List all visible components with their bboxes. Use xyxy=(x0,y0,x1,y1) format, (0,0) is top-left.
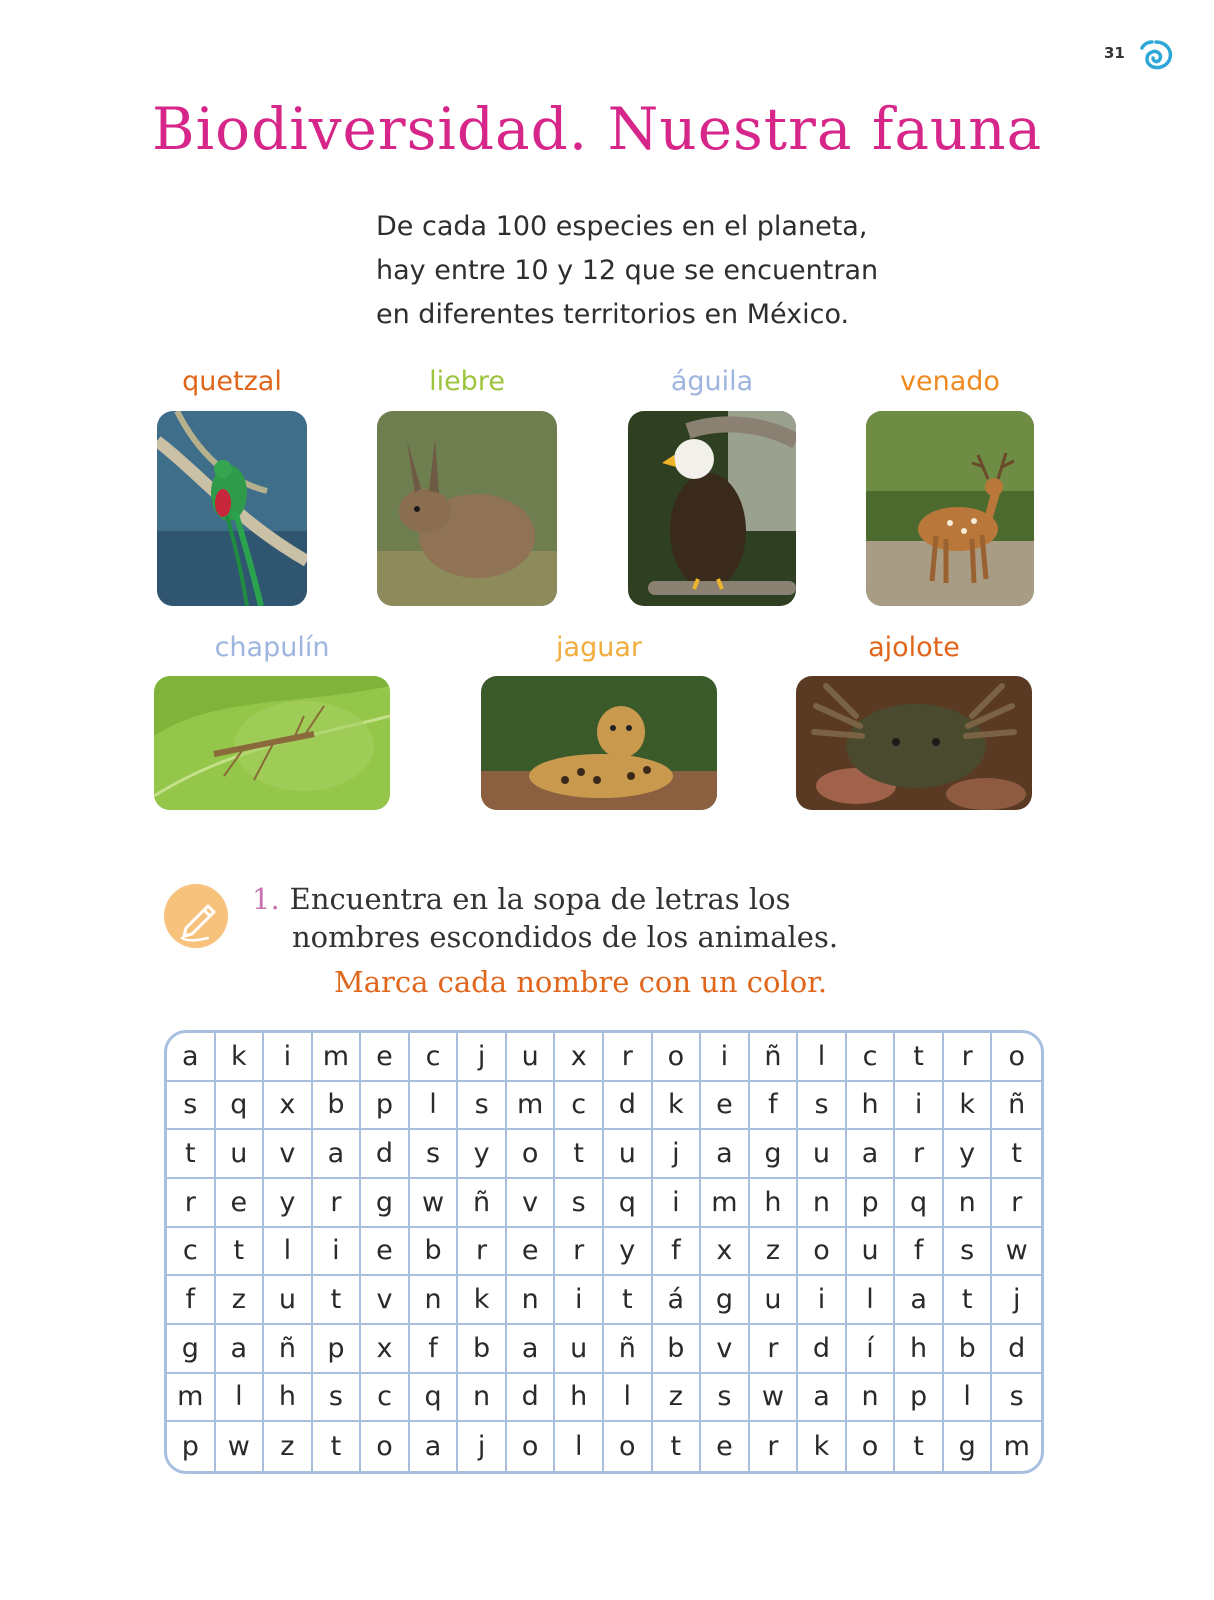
jaguar-photo xyxy=(481,676,717,810)
letter-cell[interactable]: b xyxy=(944,1325,993,1374)
letter-cell[interactable]: u xyxy=(750,1276,799,1325)
letter-cell[interactable]: r xyxy=(604,1033,653,1082)
letter-cell[interactable]: h xyxy=(750,1179,799,1228)
letter-cell[interactable]: c xyxy=(410,1033,459,1082)
letter-cell[interactable]: k xyxy=(798,1422,847,1471)
letter-cell[interactable]: l xyxy=(216,1374,265,1423)
letter-cell[interactable]: t xyxy=(604,1276,653,1325)
letter-cell[interactable]: q xyxy=(216,1082,265,1131)
letter-cell[interactable]: d xyxy=(361,1130,410,1179)
letter-cell[interactable]: o xyxy=(604,1422,653,1471)
letter-cell[interactable]: n xyxy=(944,1179,993,1228)
letter-cell[interactable]: z xyxy=(264,1422,313,1471)
quetzal-photo xyxy=(157,411,307,606)
page-title: Biodiversidad. Nuestra fauna xyxy=(152,95,1043,163)
letter-cell[interactable]: r xyxy=(458,1228,507,1277)
letter-cell[interactable]: h xyxy=(847,1082,896,1131)
letter-cell[interactable]: s xyxy=(313,1374,362,1423)
letter-cell[interactable]: k xyxy=(216,1033,265,1082)
letter-cell[interactable]: s xyxy=(458,1082,507,1131)
letter-cell[interactable]: t xyxy=(895,1033,944,1082)
letter-cell[interactable]: v xyxy=(701,1325,750,1374)
letter-cell[interactable]: l xyxy=(264,1228,313,1277)
letter-cell[interactable]: i xyxy=(264,1033,313,1082)
letter-cell[interactable]: b xyxy=(313,1082,362,1131)
letter-cell[interactable]: u xyxy=(604,1130,653,1179)
intro-line: hay entre 10 y 12 que se encuentran xyxy=(376,255,879,286)
letter-cell[interactable]: n xyxy=(847,1374,896,1423)
letter-cell[interactable]: ñ xyxy=(264,1325,313,1374)
venado-photo xyxy=(866,411,1034,606)
letter-cell[interactable]: g xyxy=(701,1276,750,1325)
letter-cell[interactable]: i xyxy=(701,1033,750,1082)
letter-cell[interactable]: p xyxy=(167,1422,216,1471)
letter-cell[interactable]: c xyxy=(167,1228,216,1277)
letter-cell[interactable]: u xyxy=(555,1325,604,1374)
letter-cell[interactable]: o xyxy=(798,1228,847,1277)
letter-cell[interactable]: m xyxy=(507,1082,556,1131)
letter-cell[interactable]: o xyxy=(507,1422,556,1471)
letter-cell[interactable]: d xyxy=(604,1082,653,1131)
activity-subtitle: Marca cada nombre con un color. xyxy=(334,965,828,999)
letter-cell[interactable]: u xyxy=(847,1228,896,1277)
letter-cell[interactable]: e xyxy=(216,1179,265,1228)
letter-cell[interactable]: i xyxy=(313,1228,362,1277)
label-ajolote: ajolote xyxy=(868,632,960,663)
letter-cell[interactable]: l xyxy=(410,1082,459,1131)
letter-cell[interactable]: a xyxy=(798,1374,847,1423)
letter-cell[interactable]: s xyxy=(167,1082,216,1131)
label-quetzal: quetzal xyxy=(182,366,282,397)
letter-cell[interactable]: f xyxy=(167,1276,216,1325)
letter-cell[interactable]: j xyxy=(653,1130,702,1179)
letter-cell[interactable]: r xyxy=(750,1325,799,1374)
letter-cell[interactable]: ñ xyxy=(458,1179,507,1228)
activity-number: 1. xyxy=(252,882,280,916)
letter-cell[interactable]: m xyxy=(167,1374,216,1423)
letter-cell[interactable]: a xyxy=(216,1325,265,1374)
letter-cell[interactable]: a xyxy=(313,1130,362,1179)
label-aguila: águila xyxy=(670,366,754,397)
letter-cell[interactable]: a xyxy=(410,1422,459,1471)
letter-cell[interactable]: e xyxy=(701,1422,750,1471)
letter-cell[interactable]: n xyxy=(458,1374,507,1423)
letter-cell[interactable]: g xyxy=(750,1130,799,1179)
letter-cell[interactable]: t xyxy=(313,1276,362,1325)
letter-cell[interactable]: k xyxy=(944,1082,993,1131)
letter-cell[interactable]: a xyxy=(895,1276,944,1325)
letter-cell[interactable]: ñ xyxy=(604,1325,653,1374)
letter-cell[interactable]: g xyxy=(361,1179,410,1228)
page-number: 31 xyxy=(1104,44,1125,62)
letter-cell[interactable]: z xyxy=(750,1228,799,1277)
letter-cell[interactable]: f xyxy=(410,1325,459,1374)
letter-cell[interactable]: k xyxy=(653,1082,702,1131)
letter-cell[interactable]: i xyxy=(555,1276,604,1325)
letter-cell[interactable]: t xyxy=(944,1276,993,1325)
letter-cell[interactable]: l xyxy=(847,1276,896,1325)
letter-cell[interactable]: m xyxy=(701,1179,750,1228)
swirl-logo-icon xyxy=(1136,36,1176,76)
letter-cell[interactable]: k xyxy=(458,1276,507,1325)
label-liebre: liebre xyxy=(429,366,505,397)
chapulin-photo xyxy=(154,676,390,810)
letter-cell[interactable]: w xyxy=(750,1374,799,1423)
letter-cell[interactable]: a xyxy=(847,1130,896,1179)
letter-cell[interactable]: w xyxy=(410,1179,459,1228)
letter-cell[interactable]: y xyxy=(458,1130,507,1179)
letter-cell[interactable]: r xyxy=(895,1130,944,1179)
letter-cell[interactable]: s xyxy=(701,1374,750,1423)
letter-cell[interactable]: m xyxy=(313,1033,362,1082)
letter-cell[interactable]: t xyxy=(895,1422,944,1471)
aguila-photo xyxy=(628,411,796,606)
letter-cell[interactable]: z xyxy=(216,1276,265,1325)
letter-cell[interactable]: c xyxy=(361,1374,410,1423)
letter-cell[interactable]: l xyxy=(944,1374,993,1423)
letter-cell[interactable]: ñ xyxy=(992,1082,1041,1131)
letter-cell[interactable]: e xyxy=(361,1228,410,1277)
letter-cell[interactable]: o xyxy=(507,1130,556,1179)
letter-cell[interactable]: p xyxy=(895,1374,944,1423)
letter-cell[interactable]: t xyxy=(653,1422,702,1471)
letter-cell[interactable]: l xyxy=(555,1422,604,1471)
letter-cell[interactable]: d xyxy=(507,1374,556,1423)
letter-cell[interactable]: o xyxy=(847,1422,896,1471)
letter-cell[interactable]: w xyxy=(216,1422,265,1471)
label-chapulin: chapulín xyxy=(214,632,330,663)
letter-cell[interactable]: p xyxy=(313,1325,362,1374)
letter-cell[interactable]: p xyxy=(847,1179,896,1228)
letter-cell[interactable]: j xyxy=(458,1422,507,1471)
letter-cell[interactable]: h xyxy=(895,1325,944,1374)
letter-cell[interactable]: b xyxy=(410,1228,459,1277)
letter-cell[interactable]: r xyxy=(167,1179,216,1228)
letter-cell[interactable]: l xyxy=(798,1033,847,1082)
letter-cell[interactable]: j xyxy=(992,1276,1041,1325)
letter-cell[interactable]: r xyxy=(555,1228,604,1277)
letter-cell[interactable]: z xyxy=(653,1374,702,1423)
letter-cell[interactable]: x xyxy=(361,1325,410,1374)
pencil-icon xyxy=(164,884,228,948)
letter-cell[interactable]: u xyxy=(264,1276,313,1325)
letter-cell[interactable]: v xyxy=(507,1179,556,1228)
letter-cell[interactable]: r xyxy=(750,1422,799,1471)
letter-cell[interactable]: d xyxy=(798,1325,847,1374)
activity-instruction xyxy=(252,880,838,956)
letter-cell[interactable]: o xyxy=(992,1033,1041,1082)
letter-cell[interactable]: y xyxy=(944,1130,993,1179)
letter-cell[interactable]: y xyxy=(264,1179,313,1228)
letter-cell[interactable]: n xyxy=(507,1276,556,1325)
ajolote-photo xyxy=(796,676,1032,810)
letter-cell[interactable]: í xyxy=(847,1325,896,1374)
letter-cell[interactable]: s xyxy=(798,1082,847,1131)
letter-cell[interactable]: f xyxy=(750,1082,799,1131)
letter-cell[interactable]: s xyxy=(944,1228,993,1277)
letter-cell[interactable]: u xyxy=(798,1130,847,1179)
letter-cell[interactable]: t xyxy=(167,1130,216,1179)
letter-cell[interactable]: e xyxy=(701,1082,750,1131)
instruction-line-1: Encuentra en la sopa de letras los xyxy=(289,882,791,916)
letter-cell[interactable]: n xyxy=(410,1276,459,1325)
letter-cell[interactable]: x xyxy=(555,1033,604,1082)
letter-cell[interactable]: o xyxy=(361,1422,410,1471)
intro-line: De cada 100 especies en el planeta, xyxy=(376,211,868,242)
letter-cell[interactable]: v xyxy=(361,1276,410,1325)
letter-cell[interactable]: ñ xyxy=(750,1033,799,1082)
letter-cell[interactable]: á xyxy=(653,1276,702,1325)
letter-cell[interactable]: i xyxy=(798,1276,847,1325)
letter-cell[interactable]: u xyxy=(216,1130,265,1179)
letter-cell[interactable]: r xyxy=(313,1179,362,1228)
letter-cell[interactable]: m xyxy=(1003,1431,1030,1463)
letter-cell[interactable]: q xyxy=(410,1374,459,1423)
letter-cell[interactable]: a xyxy=(507,1325,556,1374)
letter-cell[interactable]: r xyxy=(944,1033,993,1082)
letter-cell[interactable]: s xyxy=(992,1374,1041,1423)
letter-cell[interactable]: p xyxy=(361,1082,410,1131)
letter-cell[interactable]: x xyxy=(701,1228,750,1277)
letter-cell[interactable]: a xyxy=(167,1033,216,1082)
liebre-photo xyxy=(377,411,557,606)
letter-cell[interactable]: b xyxy=(653,1325,702,1374)
letter-cell[interactable]: s xyxy=(410,1130,459,1179)
letter-cell[interactable]: a xyxy=(701,1130,750,1179)
letter-cell[interactable]: i xyxy=(653,1179,702,1228)
letter-cell[interactable]: q xyxy=(604,1179,653,1228)
letter-cell[interactable]: o xyxy=(653,1033,702,1082)
intro-text xyxy=(376,205,916,337)
letter-cell[interactable]: t xyxy=(313,1422,362,1471)
letter-cell[interactable]: n xyxy=(798,1179,847,1228)
letter-cell[interactable]: e xyxy=(507,1228,556,1277)
letter-cell[interactable]: c xyxy=(847,1033,896,1082)
letter-cell[interactable]: h xyxy=(264,1374,313,1423)
letter-cell[interactable]: q xyxy=(895,1179,944,1228)
letter-cell[interactable]: l xyxy=(604,1374,653,1423)
pencil-badge xyxy=(164,884,228,948)
intro-line: en diferentes territorios en México. xyxy=(376,299,850,330)
letter-cell[interactable]: h xyxy=(555,1374,604,1423)
label-jaguar: jaguar xyxy=(556,632,642,663)
letter-cell[interactable]: f xyxy=(653,1228,702,1277)
letter-cell[interactable]: i xyxy=(895,1082,944,1131)
letter-cell[interactable]: t xyxy=(216,1228,265,1277)
letter-cell[interactable]: g xyxy=(944,1422,993,1471)
label-venado: venado xyxy=(900,366,1000,397)
letter-cell[interactable]: c xyxy=(555,1082,604,1131)
letter-cell[interactable]: w xyxy=(992,1228,1041,1277)
letter-cell[interactable]: s xyxy=(555,1179,604,1228)
letter-cell[interactable]: t xyxy=(992,1130,1041,1179)
letter-cell[interactable]: t xyxy=(555,1130,604,1179)
letter-cell[interactable]: f xyxy=(895,1228,944,1277)
letter-cell[interactable]: g xyxy=(167,1325,216,1374)
letter-cell[interactable]: r xyxy=(992,1179,1041,1228)
letter-cell[interactable]: j xyxy=(458,1033,507,1082)
instruction-line-2: nombres escondidos de los animales. xyxy=(292,920,839,954)
letter-cell[interactable]: y xyxy=(604,1228,653,1277)
letter-cell[interactable]: u xyxy=(507,1033,556,1082)
word-search-grid xyxy=(164,1030,1044,1474)
letter-cell[interactable]: v xyxy=(264,1130,313,1179)
letter-cell[interactable]: x xyxy=(264,1082,313,1131)
letter-cell[interactable]: d xyxy=(992,1325,1041,1374)
letter-cell[interactable]: e xyxy=(361,1033,410,1082)
letter-cell[interactable]: b xyxy=(458,1325,507,1374)
